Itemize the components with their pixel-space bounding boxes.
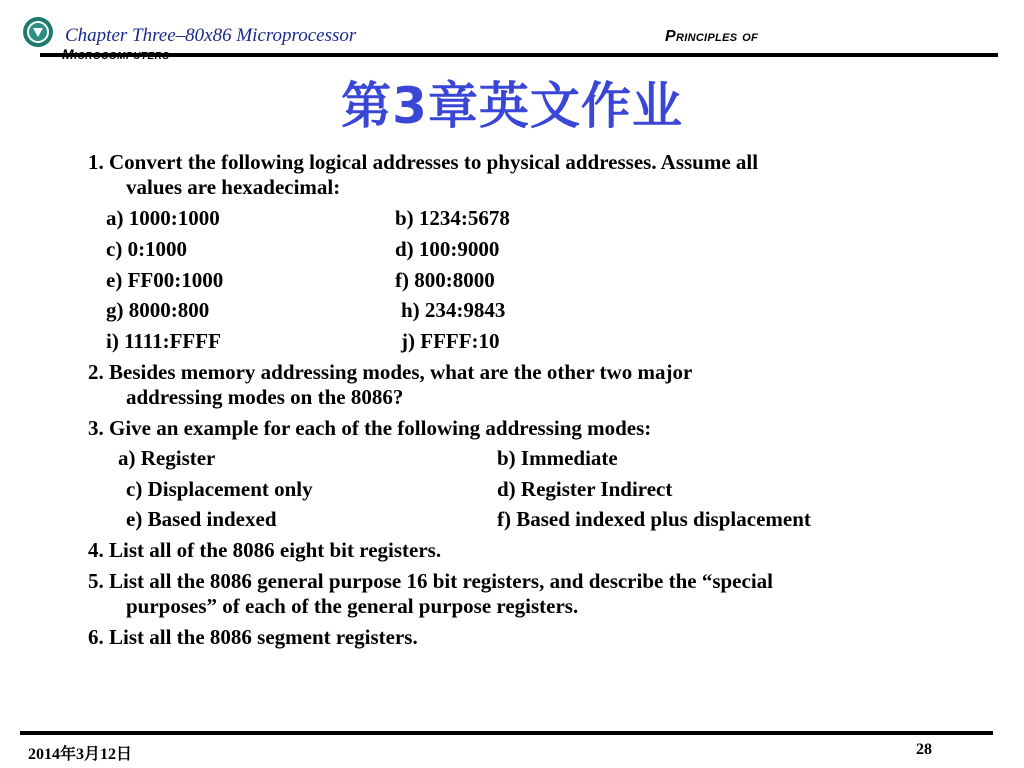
question-1: 1. Convert the following logical addresses to physical addresses. Assume all bbox=[88, 150, 759, 174]
course-title: Principles of bbox=[665, 28, 758, 45]
q1-option-c: c) 0:1000 bbox=[106, 237, 188, 261]
slide-title: 第3章英文作业 bbox=[341, 77, 683, 135]
page-number: 28 bbox=[916, 741, 932, 758]
footer-date: 2014年3月12日 bbox=[28, 746, 133, 763]
university-logo bbox=[22, 16, 54, 48]
question-6: 6. List all the 8086 segment registers. bbox=[88, 625, 418, 649]
question-2-continued: addressing modes on the 8086? bbox=[126, 385, 404, 409]
q3-option-b: b) Immediate bbox=[497, 446, 618, 470]
q1-option-e: e) FF00:1000 bbox=[106, 268, 224, 292]
q3-option-f: f) Based indexed plus displacement bbox=[497, 507, 811, 531]
question-5-continued: purposes” of each of the general purpose registers. bbox=[126, 594, 579, 618]
q1-option-i: i) 1111:FFFF bbox=[106, 329, 221, 353]
question-1-continued: values are hexadecimal: bbox=[126, 175, 341, 199]
chapter-title: Chapter Three–80x86 Microprocessor bbox=[65, 25, 357, 46]
q3-option-a: a) Register bbox=[118, 446, 216, 470]
q3-option-d: d) Register Indirect bbox=[497, 477, 673, 501]
q1-option-h: h) 234:9843 bbox=[401, 298, 506, 322]
q3-option-e: e) Based indexed bbox=[126, 507, 277, 531]
question-3: 3. Give an example for each of the following addressing modes: bbox=[88, 416, 652, 440]
question-5: 5. List all the 8086 general purpose 16 bit registers, and describe the “special bbox=[88, 569, 773, 593]
footer-rule bbox=[20, 731, 993, 735]
q1-option-b: b) 1234:5678 bbox=[395, 206, 510, 230]
q1-option-j: j) FFFF:10 bbox=[401, 329, 500, 353]
q1-option-g: g) 8000:800 bbox=[106, 298, 210, 322]
q3-option-c: c) Displacement only bbox=[126, 477, 313, 501]
header-rule bbox=[40, 53, 998, 57]
question-2: 2. Besides memory addressing modes, what are the other two major bbox=[88, 360, 693, 384]
q1-option-f: f) 800:8000 bbox=[395, 268, 495, 292]
q1-option-d: d) 100:9000 bbox=[395, 237, 500, 261]
q1-option-a: a) 1000:1000 bbox=[106, 206, 220, 230]
question-4: 4. List all of the 8086 eight bit registers. bbox=[88, 538, 442, 562]
